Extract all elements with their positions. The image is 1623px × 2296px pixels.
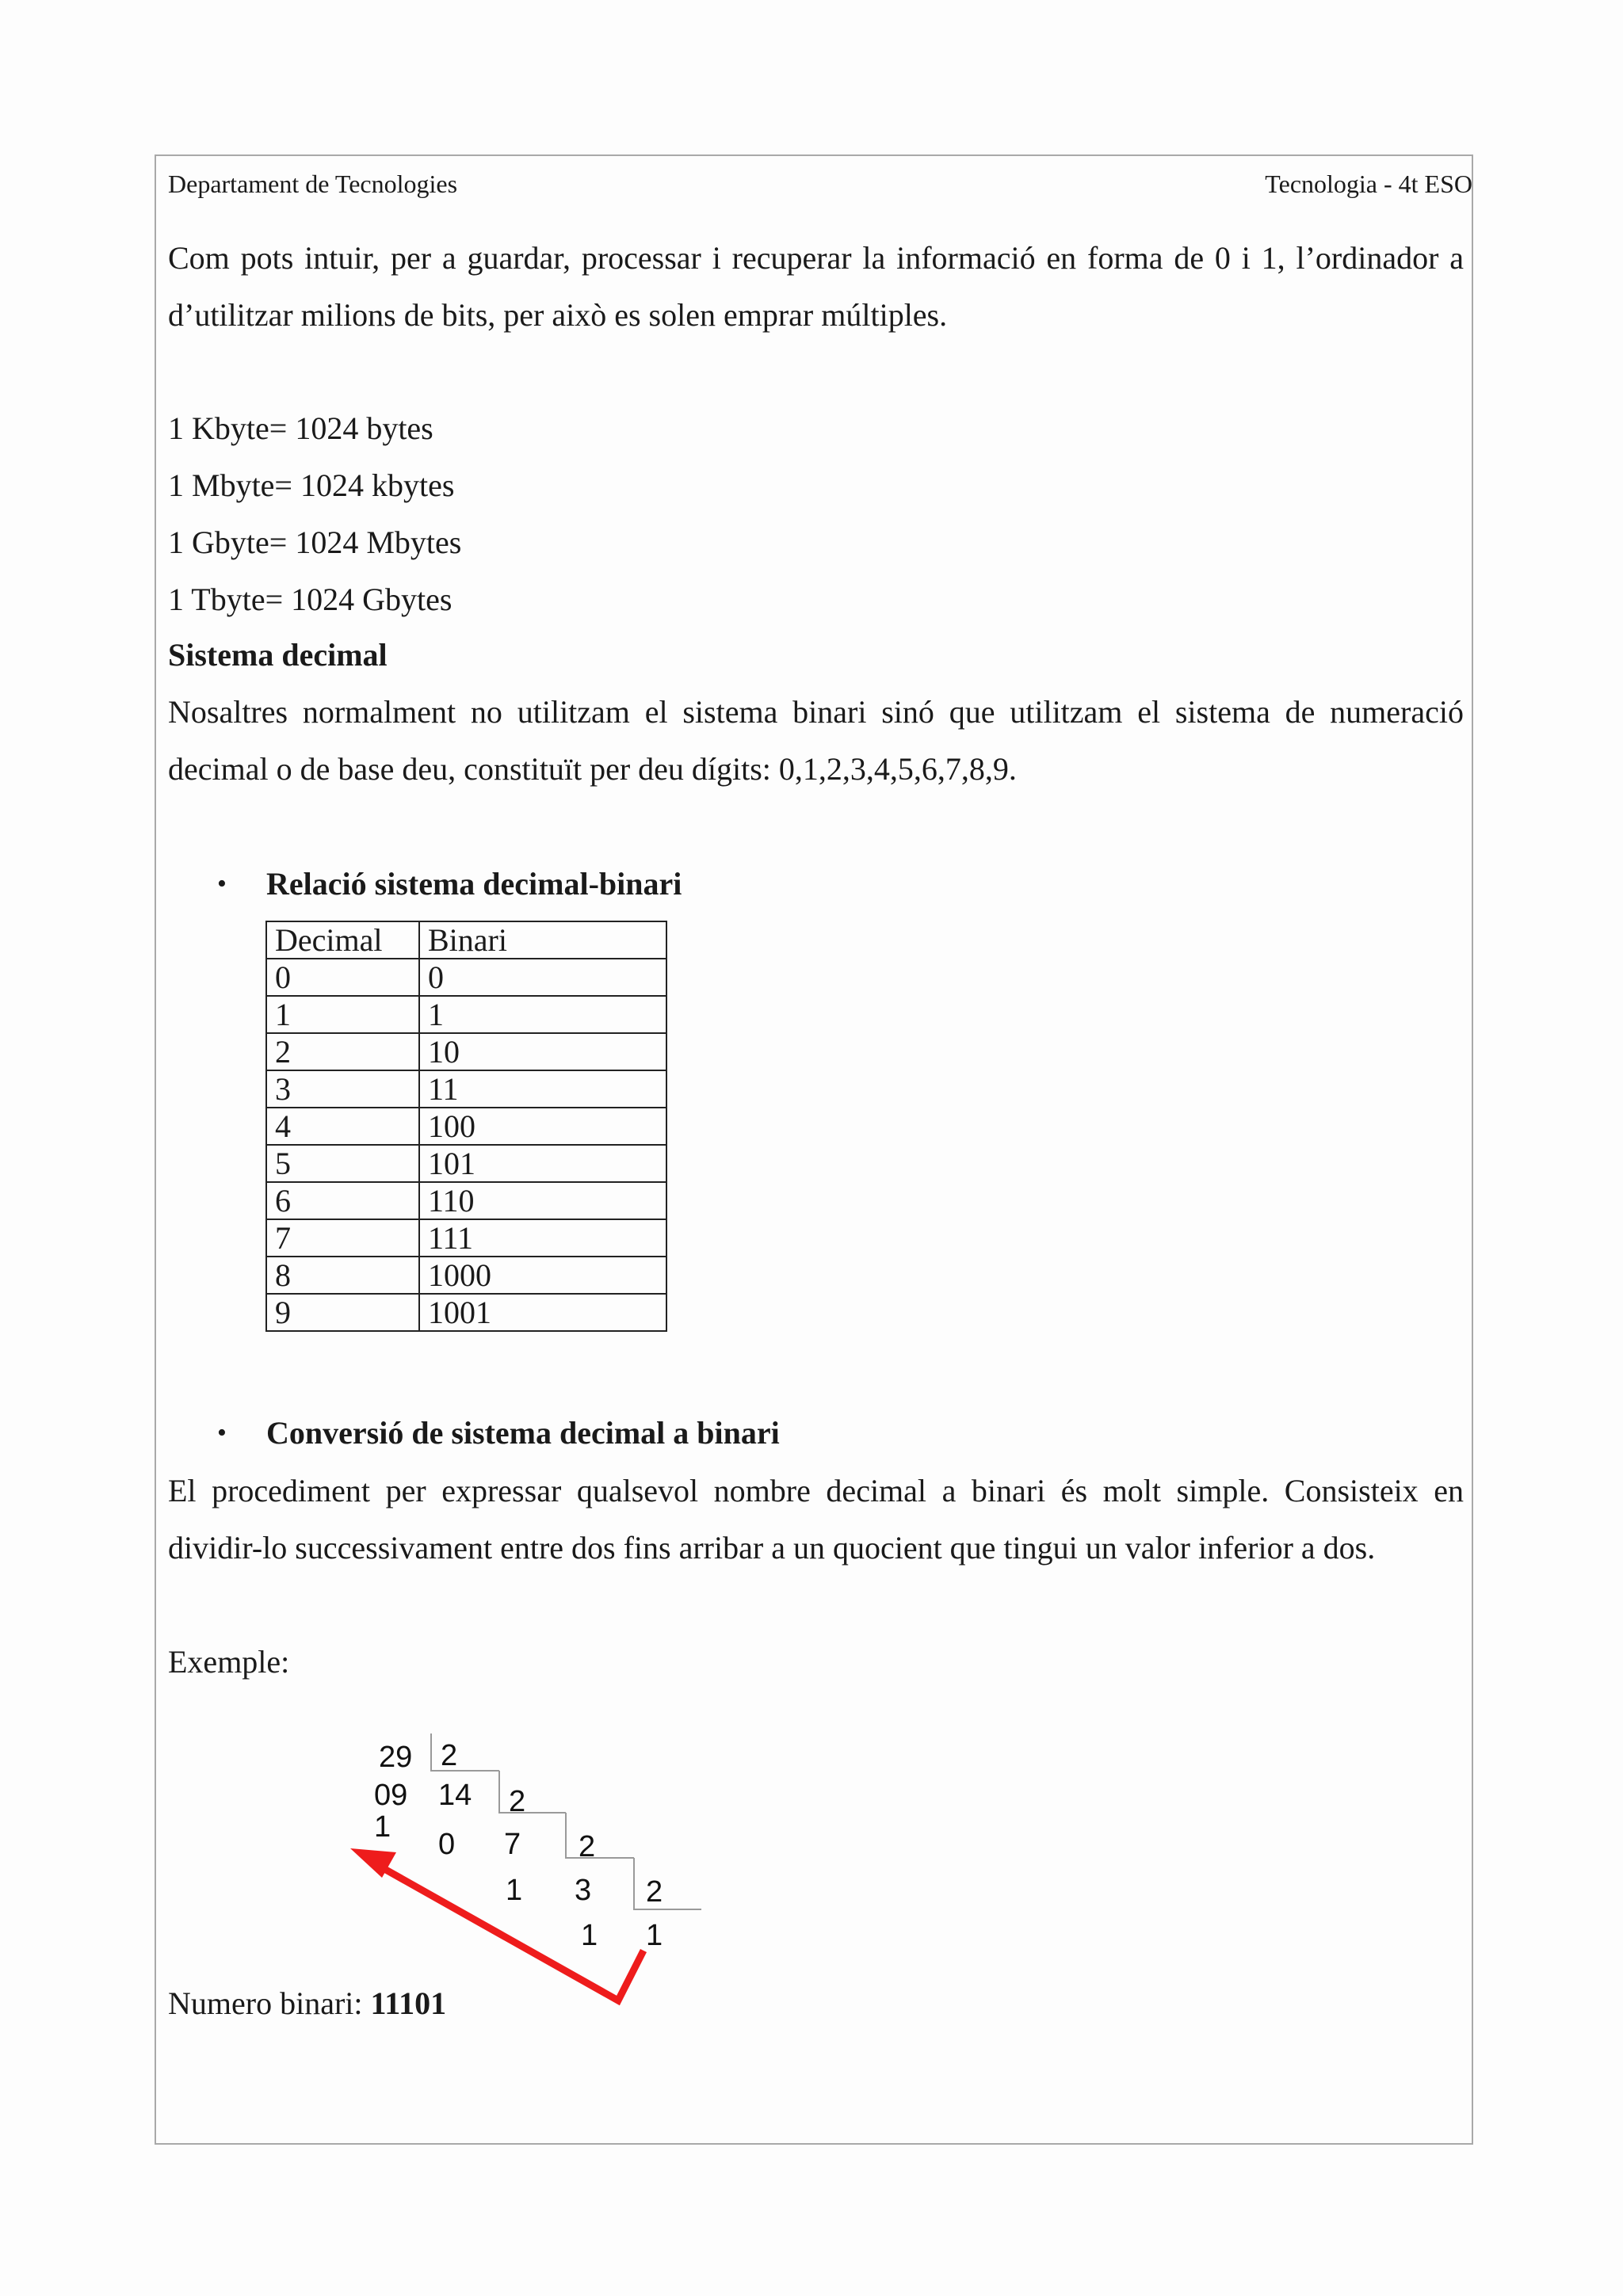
- table-row: [266, 1145, 666, 1182]
- div-remainder-2: 0: [438, 1828, 456, 1861]
- intro-line-2: d’utilitzar milions de bits, per això es solen emprar múltiples.: [168, 297, 948, 333]
- table-cell: 1: [419, 996, 666, 1033]
- table-cell: 1: [266, 996, 419, 1033]
- header-department: Departament de Tecnologies: [168, 170, 458, 198]
- table-cell: 10: [419, 1033, 666, 1070]
- table-row: [266, 1294, 666, 1331]
- table-row: [266, 959, 666, 996]
- relation-title: Relació sistema decimal-binari: [266, 866, 682, 902]
- div-quotient-2: 7: [504, 1828, 521, 1861]
- example-label: Exemple:: [168, 1644, 290, 1680]
- div-remainder-3: 1: [506, 1874, 523, 1907]
- table-row: [266, 996, 666, 1033]
- table-cell: 11: [419, 1070, 666, 1108]
- table-row: [266, 1070, 666, 1108]
- table-cell: 9: [266, 1294, 419, 1331]
- binary-result-value: 11101: [370, 1985, 447, 2021]
- table-cell: 3: [266, 1070, 419, 1108]
- unit-kbyte: 1 Kbyte= 1024 bytes: [168, 410, 433, 446]
- decimal-line-1: Nosaltres normalment no utilitzam el sistema binari sinó que utilitzam el sistema de numeració: [168, 694, 1464, 730]
- decimal-binary-table: [265, 921, 667, 1332]
- table-cell: 6: [266, 1182, 419, 1219]
- div-remainder-4: 1: [581, 1919, 598, 1952]
- table-header-binary: Binari: [419, 921, 666, 959]
- div-quotient-4: 1: [646, 1919, 663, 1952]
- table-row: [266, 1257, 666, 1294]
- unit-tbyte: 1 Tbyte= 1024 Gbytes: [168, 582, 453, 617]
- table-cell: 7: [266, 1219, 419, 1257]
- table-header-decimal: Decimal: [266, 921, 419, 959]
- table-cell: 101: [419, 1145, 666, 1182]
- table-cell: 5: [266, 1145, 419, 1182]
- bullet-relation: •: [217, 869, 227, 898]
- unit-gbyte: 1 Gbyte= 1024 Mbytes: [168, 524, 462, 560]
- decimal-line-2: decimal o de base deu, constituït per deu dígits: 0,1,2,3,4,5,6,7,8,9.: [168, 751, 1017, 787]
- table-cell: 4: [266, 1108, 419, 1145]
- binary-result-label: Numero binari:: [168, 1985, 371, 2021]
- table-cell: 1001: [419, 1294, 666, 1331]
- div-divisor-2: 2: [509, 1785, 526, 1818]
- table-row: [266, 1182, 666, 1219]
- table-cell: 110: [419, 1182, 666, 1219]
- table-cell: 100: [419, 1108, 666, 1145]
- unit-mbyte: 1 Mbyte= 1024 kbytes: [168, 467, 455, 503]
- div-quotient-1: 14: [438, 1779, 472, 1812]
- table-row: [266, 1033, 666, 1070]
- conversion-line-1: El procediment per expressar qualsevol nombre decimal a binari és molt simple. Consisteix en: [168, 1473, 1464, 1508]
- table-cell: 2: [266, 1033, 419, 1070]
- table-cell: 1000: [419, 1257, 666, 1294]
- table-row: [266, 1108, 666, 1145]
- decimal-section-title: Sistema decimal: [168, 637, 388, 673]
- div-quotient-3: 3: [575, 1874, 592, 1907]
- table-cell: 111: [419, 1219, 666, 1257]
- table-cell: 0: [266, 959, 419, 996]
- bullet-conversion: •: [217, 1418, 227, 1447]
- header-course: Tecnologia - 4t ESO: [1265, 170, 1472, 198]
- intro-line-1: Com pots intuir, per a guardar, processar i recuperar la informació en forma de 0 i 1, l’ordinador a: [168, 240, 1464, 276]
- div-remainder-1: 1: [374, 1810, 391, 1844]
- table-cell: 0: [419, 959, 666, 996]
- div-dividend: 29: [379, 1741, 413, 1774]
- conversion-line-2: dividir-lo successivament entre dos fins arribar a un quocient que tingui un valor inferior a dos.: [168, 1530, 1376, 1566]
- table-cell: 8: [266, 1257, 419, 1294]
- table-row: [266, 1219, 666, 1257]
- div-divisor-3: 2: [579, 1830, 596, 1863]
- conversion-title: Conversió de sistema decimal a binari: [266, 1415, 780, 1451]
- div-divisor-1: 2: [441, 1739, 458, 1772]
- div-divisor-4: 2: [646, 1875, 663, 1909]
- binary-result: [168, 1985, 446, 2023]
- div-partial: 09: [374, 1779, 408, 1812]
- table-header-row: [266, 921, 666, 959]
